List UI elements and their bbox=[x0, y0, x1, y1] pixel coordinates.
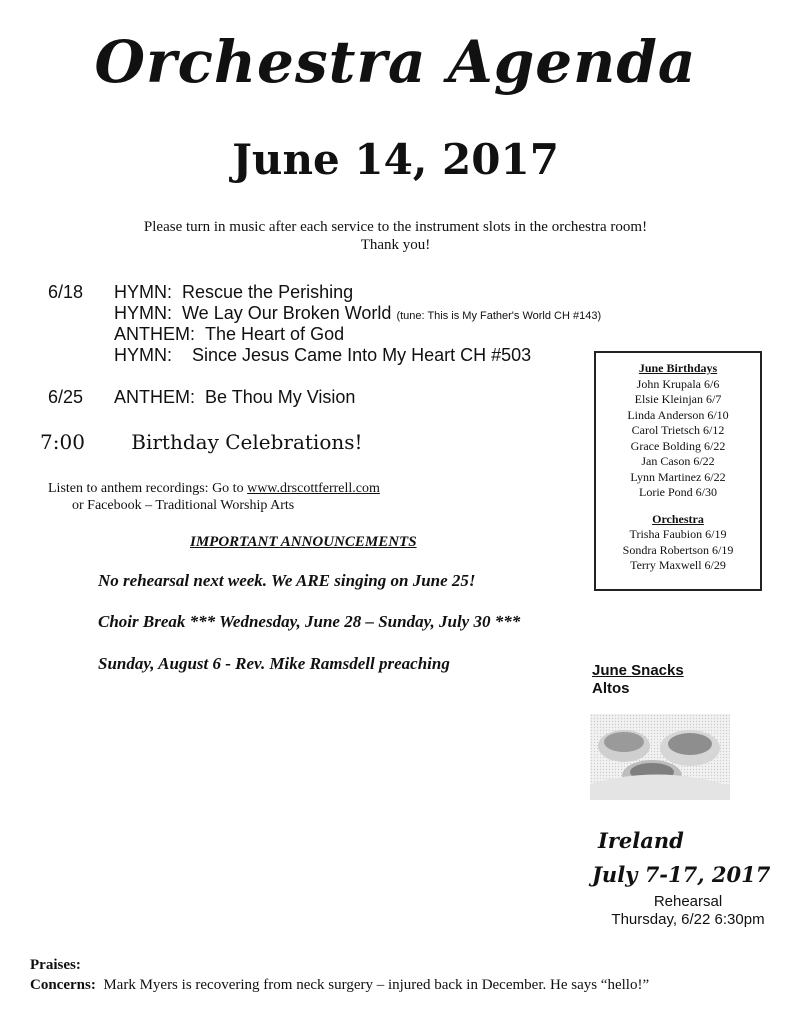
concerns-line bbox=[30, 975, 649, 995]
item-title: The Heart of God bbox=[205, 324, 345, 344]
birthday-entry: John Krupala 6/6 bbox=[636, 376, 720, 391]
schedule-date-2: 6/25 bbox=[48, 387, 84, 407]
praises-concerns bbox=[30, 955, 649, 995]
ireland-rehearsal bbox=[598, 893, 778, 929]
birthday-entry: Elsie Kleinjan 6/7 bbox=[634, 392, 722, 406]
listen-line-2: or Facebook – Traditional Worship Arts bbox=[72, 498, 295, 513]
schedule-item-4 bbox=[114, 345, 531, 366]
item-title: Since Jesus Came Into My Heart CH #503 bbox=[192, 345, 532, 365]
schedule-date-1: 6/18 bbox=[48, 282, 84, 302]
birthday-entry: Trisha Faubion 6/19 bbox=[629, 527, 727, 541]
announcement-1: No rehearsal next week. We ARE singing on June 25! bbox=[98, 571, 476, 590]
birthday-entry: Sondra Robertson 6/19 bbox=[622, 542, 734, 557]
announcement-3: Sunday, August 6 - Rev. Mike Ramsdell preaching bbox=[98, 654, 450, 673]
praises-label: Praises: bbox=[30, 957, 81, 973]
concerns-label: Concerns: bbox=[30, 977, 96, 993]
item-kind: ANTHEM: bbox=[114, 324, 195, 344]
birthday-entry: Jan Cason 6/22 bbox=[641, 454, 715, 468]
ireland-dates: July 7-17, 2017 bbox=[592, 862, 771, 887]
birthday-entry: Terry Maxwell 6/29 bbox=[630, 558, 726, 572]
agenda-date: June 14, 2017 bbox=[232, 135, 559, 184]
birthday-entry: Grace Bolding 6/22 bbox=[630, 438, 726, 453]
orchestra-birthdays-heading: Orchestra bbox=[652, 511, 704, 526]
snacks-heading: June Snacks bbox=[592, 662, 684, 679]
snacks-photo bbox=[590, 714, 730, 800]
birthday-celebration-line bbox=[40, 430, 363, 454]
schedule-item-5 bbox=[114, 387, 355, 408]
item-kind: HYMN: bbox=[114, 345, 172, 365]
item-kind: ANTHEM: bbox=[114, 387, 195, 407]
celebration-text: Birthday Celebrations! bbox=[131, 430, 363, 454]
note-line-2: Thank you! bbox=[360, 237, 431, 253]
birthday-entry: Carol Trietsch 6/12 bbox=[631, 423, 725, 437]
item-kind: HYMN: bbox=[114, 303, 172, 323]
rehearsal-label: Rehearsal bbox=[653, 893, 723, 910]
note-line-1: Please turn in music after each service to the instrument slots in the orchestra room! bbox=[143, 219, 648, 235]
concerns-text: Mark Myers is recovering from neck surgery – injured back in December. He says “hello!” bbox=[103, 977, 650, 993]
birthday-entry: Lorie Pond 6/30 bbox=[639, 485, 717, 499]
listen-text: Listen to anthem recordings: Go to bbox=[48, 481, 244, 496]
announcement-2: Choir Break *** Wednesday, June 28 – Sunday, July 30 *** bbox=[98, 612, 521, 631]
birthdays-heading: June Birthdays bbox=[638, 361, 718, 375]
item-title: Be Thou My Vision bbox=[205, 387, 356, 407]
item-title: Rescue the Perishing bbox=[182, 282, 354, 302]
music-return-note bbox=[0, 218, 791, 254]
schedule-item-2 bbox=[114, 303, 601, 324]
item-tune: (tune: This is My Father's World CH #143) bbox=[396, 310, 602, 322]
page-title: Orchestra Agenda bbox=[94, 28, 697, 96]
ireland-title: Ireland bbox=[598, 828, 684, 853]
item-title: We Lay Our Broken World bbox=[182, 303, 392, 323]
celebration-time: 7:00 bbox=[40, 430, 85, 454]
listen-recordings bbox=[48, 480, 380, 514]
snacks-group: Altos bbox=[592, 680, 630, 697]
birthdays-box bbox=[594, 351, 762, 591]
birthday-entry: Lynn Martinez 6/22 bbox=[630, 469, 726, 484]
listen-line-1 bbox=[48, 480, 380, 497]
rehearsal-time: Thursday, 6/22 6:30pm bbox=[611, 911, 765, 928]
recordings-link[interactable]: www.drscottferrell.com bbox=[247, 481, 380, 496]
item-kind: HYMN: bbox=[114, 282, 172, 302]
snacks-block bbox=[592, 662, 684, 698]
schedule-item-3 bbox=[114, 324, 344, 345]
announcements-heading: IMPORTANT ANNOUNCEMENTS bbox=[190, 534, 417, 550]
birthday-entry: Linda Anderson 6/10 bbox=[627, 407, 729, 422]
schedule-item-1 bbox=[114, 282, 353, 303]
